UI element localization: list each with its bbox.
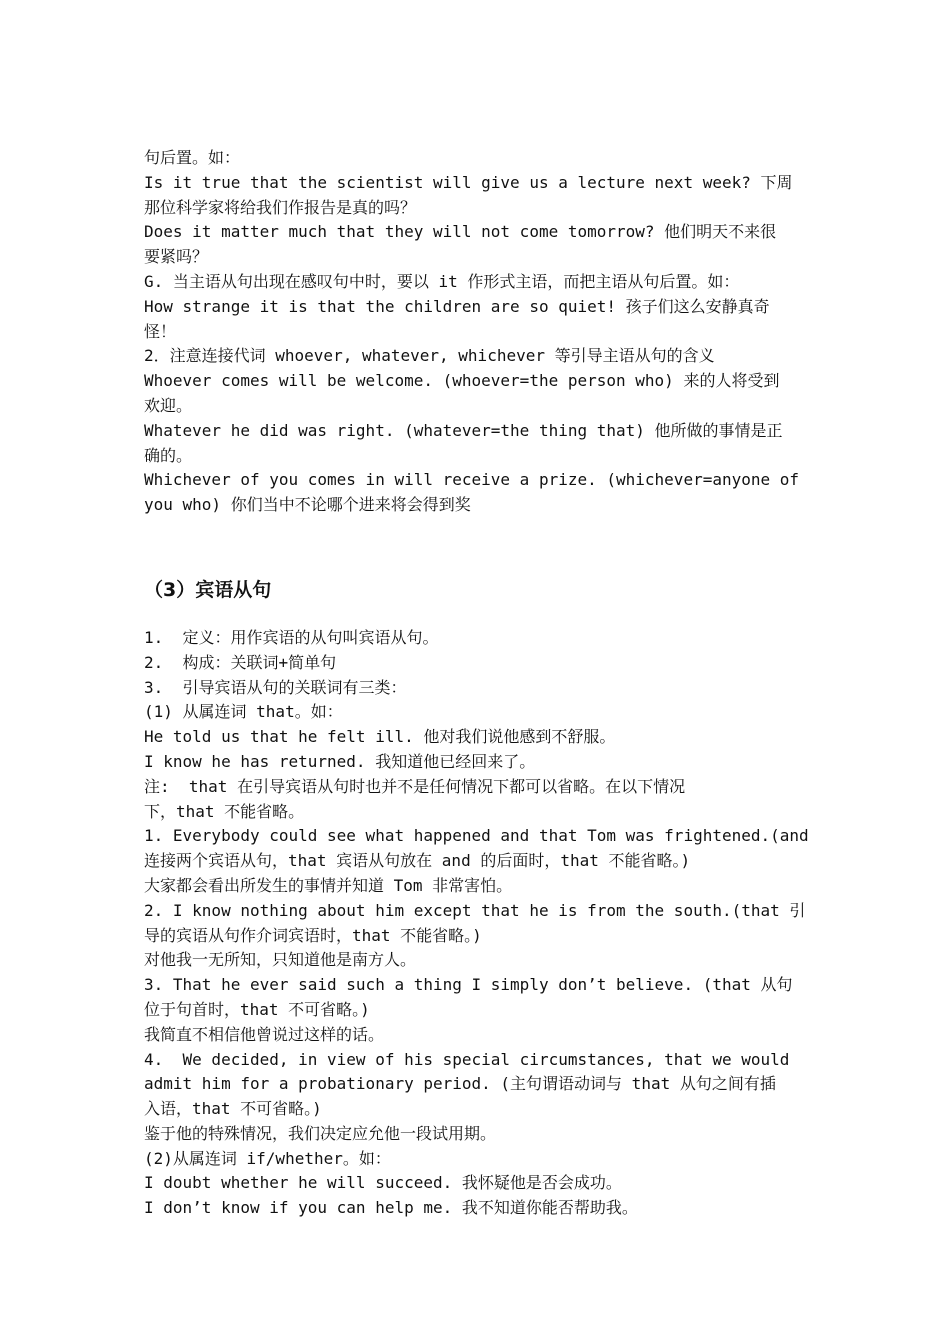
text-line: 3. 引导宾语从句的关联词有三类： bbox=[144, 677, 407, 697]
text-line: 2．注意连接代词 whoever, whatever, whichever 等引导主语从句的含义 bbox=[144, 346, 715, 366]
text-line: 欢迎。 bbox=[144, 395, 193, 415]
text-line: (2)从属连词 if/whether。如： bbox=[144, 1148, 391, 1168]
text-line: G. 当主语从句出现在感叹句中时，要以 it 作形式主语，而把主语从句后置。如： bbox=[144, 271, 740, 291]
text-line: Whoever comes will be welcome. (whoever=the person who) 来的人将受到 bbox=[144, 371, 780, 391]
text-line: 我简直不相信他曾说过这样的话。 bbox=[144, 1024, 385, 1044]
text-line: I doubt whether he will succeed. 我怀疑他是否会成功。 bbox=[144, 1173, 622, 1193]
text-line: 2. 构成：关联词+简单句 bbox=[144, 652, 337, 672]
text-line: admit him for a probationary period. (主句谓语动词与 that 从句之间有插 bbox=[144, 1074, 776, 1094]
text-line: 句后置。如： bbox=[144, 148, 241, 167]
subject-clause-section bbox=[144, 146, 824, 518]
text-line: He told us that he felt ill. 他对我们说他感到不舒服。 bbox=[144, 727, 616, 747]
text-line: 1. Everybody could see what happened and that Tom was frightened.(and bbox=[144, 826, 809, 846]
text-line: you who) 你们当中不论哪个进来将会得到奖 bbox=[144, 495, 471, 515]
section-heading: （3）宾语从句 bbox=[144, 578, 272, 601]
text-line: 注: that 在引导宾语从句时也并不是任何情况下都可以省略。在以下情况 bbox=[144, 776, 686, 796]
text-line: How strange it is that the children are so quiet! 孩子们这么安静真奇 bbox=[144, 296, 770, 316]
text-line: 确的。 bbox=[144, 445, 193, 465]
text-line: 4. We decided, in view of his special circumstances, that we would bbox=[144, 1049, 790, 1069]
text-line: Whatever he did was right. (whatever=the thing that) 他所做的事情是正 bbox=[144, 420, 783, 440]
text-line: 导的宾语从句作介词宾语时，that 不能省略。) bbox=[144, 925, 482, 945]
text-line: 大家都会看出所发生的事情并知道 Tom 非常害怕。 bbox=[144, 875, 513, 895]
text-line: 入语，that 不可省略。) bbox=[144, 1099, 322, 1119]
text-line: 怪！ bbox=[144, 321, 177, 341]
text-line: I don’t know if you can help me. 我不知道你能否帮助我。 bbox=[144, 1198, 638, 1218]
text-line: Is it true that the scientist will give us a lecture next week? 下周 bbox=[144, 172, 793, 192]
text-line: 那位科学家将给我们作报告是真的吗？ bbox=[144, 197, 417, 217]
text-line: 下，that 不能省略。 bbox=[144, 801, 305, 821]
text-line: 鉴于他的特殊情况，我们决定应允他一段试用期。 bbox=[144, 1123, 497, 1143]
text-line: (1) 从属连词 that。如： bbox=[144, 702, 343, 722]
text-line: Does it matter much that they will not come tomorrow? 他们明天不来很 bbox=[144, 222, 777, 242]
text-line: 位于句首时，that 不可省略。) bbox=[144, 999, 370, 1019]
text-line: 3. That he ever said such a thing I simply don’t believe. (that 从句 bbox=[144, 975, 793, 995]
text-line: 连接两个宾语从句，that 宾语从句放在 and 的后面时，that 不能省略。) bbox=[144, 851, 691, 871]
text-line: 1. 定义：用作宾语的从句叫宾语从句。 bbox=[144, 627, 439, 647]
object-clause-section bbox=[144, 626, 824, 1221]
document-page bbox=[144, 146, 824, 1221]
text-line: 2. I know nothing about him except that he is from the south.(that 引 bbox=[144, 900, 806, 920]
text-line: 要紧吗？ bbox=[144, 247, 209, 267]
text-line: I know he has returned. 我知道他已经回来了。 bbox=[144, 751, 536, 771]
text-line: 对他我一无所知，只知道他是南方人。 bbox=[144, 950, 417, 970]
text-line: Whichever of you comes in will receive a prize. (whichever=anyone of bbox=[144, 470, 800, 490]
